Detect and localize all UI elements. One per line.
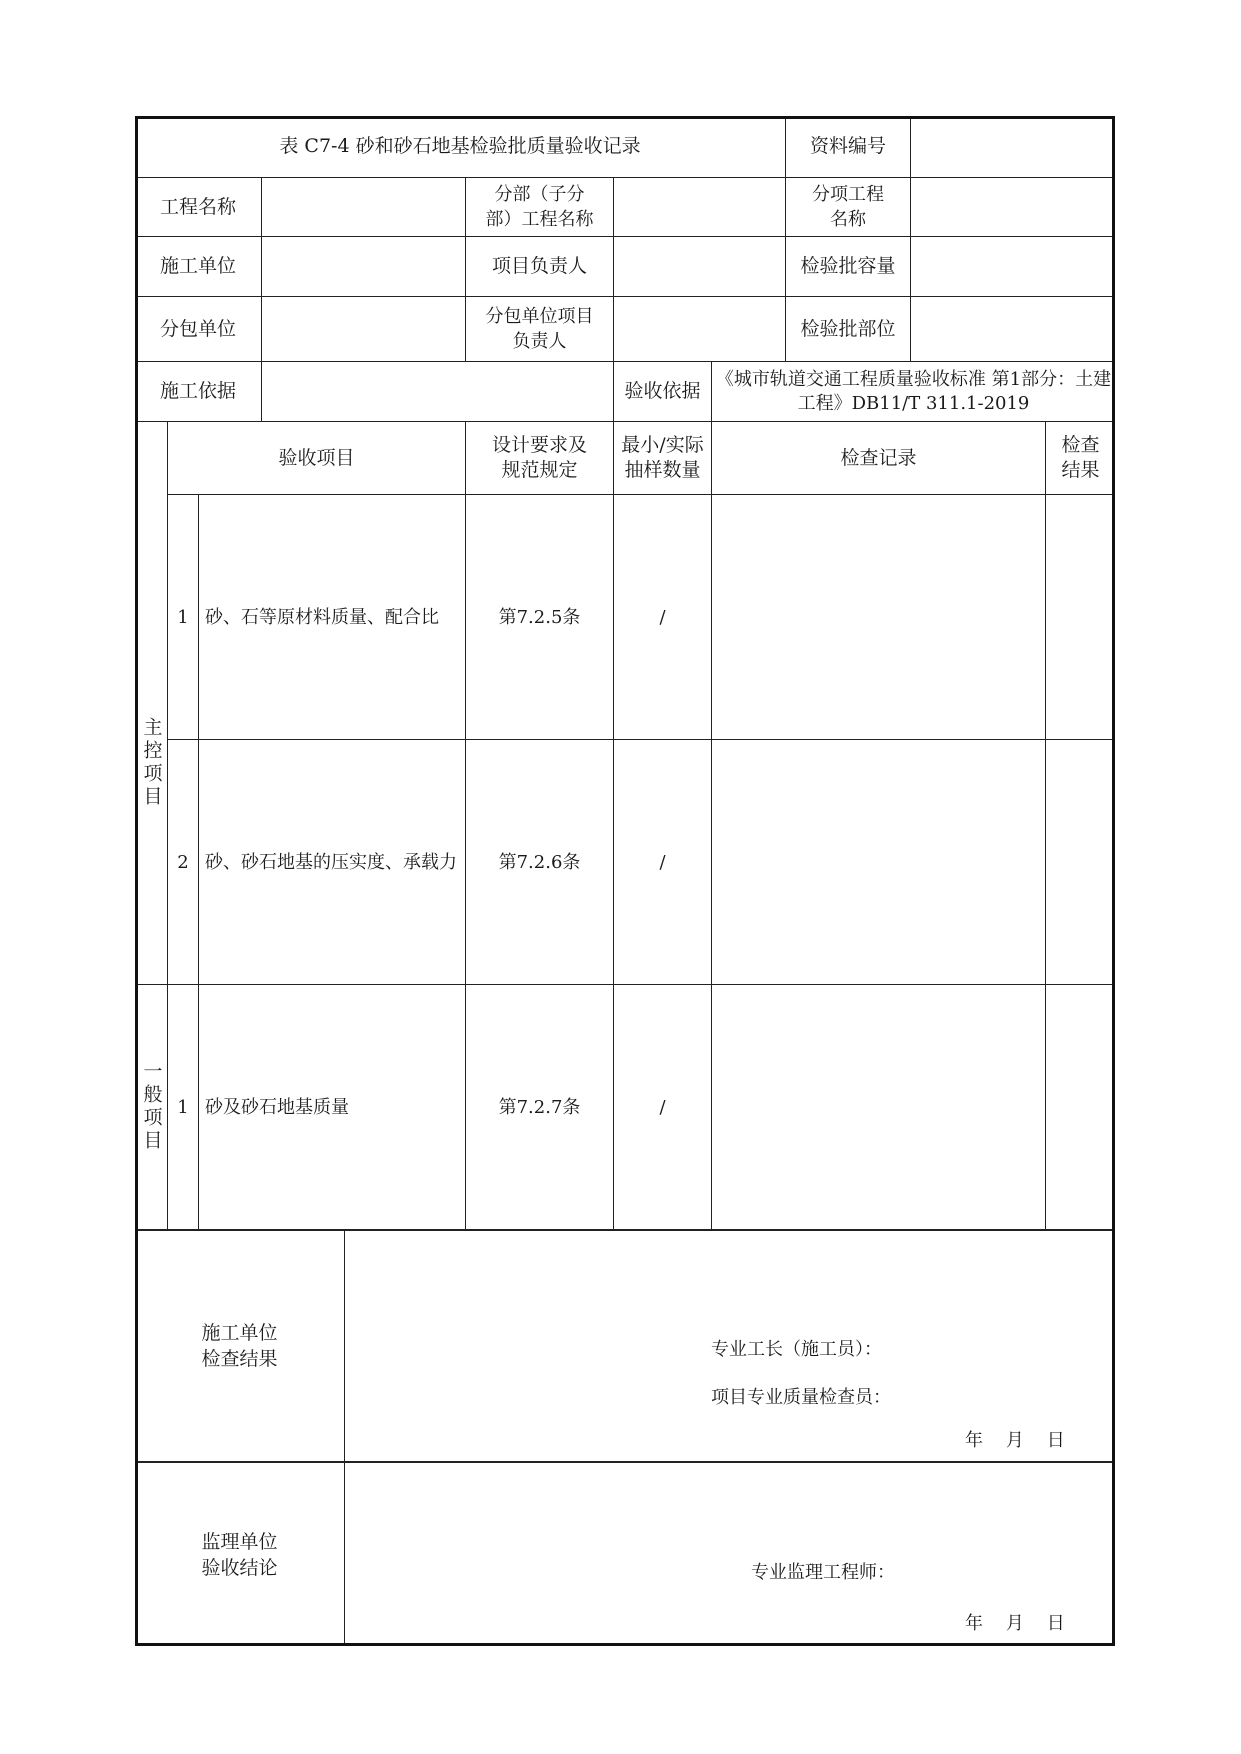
supervising-engineer-signature-label: 专业监理工程师： — [751, 1562, 895, 1583]
general-row-1-clause: 第7.2.7条 — [465, 984, 613, 1229]
batch-capacity-field[interactable] — [910, 236, 1115, 296]
batch-location-label: 检验批部位 — [785, 296, 910, 361]
col-header-design — [465, 421, 613, 494]
basis-label: 施工依据 — [135, 361, 261, 421]
main-row-1-result[interactable] — [1045, 494, 1115, 739]
general-label — [135, 984, 167, 1229]
supervisor-check-label — [135, 1461, 344, 1646]
col-header-design-text: 设计要求及规范规定 — [491, 434, 587, 481]
sub-pm-field[interactable] — [613, 296, 785, 361]
sub-project-label-text: 分部（子分部）工程名称 — [485, 184, 594, 230]
pm-label: 项目负责人 — [465, 236, 613, 296]
general-row-1-record[interactable] — [711, 984, 1045, 1229]
subcontractor-label: 分包单位 — [135, 296, 261, 361]
sub-pm-label-text: 分包单位项目负责人 — [485, 306, 594, 352]
acceptance-record-form — [135, 116, 1115, 1646]
general-row-1-result[interactable] — [1045, 984, 1115, 1229]
main-row-2-sample[interactable]: / — [613, 739, 711, 984]
main-row-1-sample[interactable]: / — [613, 494, 711, 739]
main-row-1-record[interactable] — [711, 494, 1045, 739]
project-name-field[interactable] — [261, 177, 465, 236]
contractor-check-label — [135, 1229, 344, 1461]
main-row-2-no: 2 — [167, 739, 198, 984]
pm-field[interactable] — [613, 236, 785, 296]
acceptance-basis-value: 《城市轨道交通工程质量验收标准 第1部分：土建工程》DB11/T 311.1-2019 — [711, 361, 1115, 421]
contractor-label: 施工单位 — [135, 236, 261, 296]
col-header-record: 检查记录 — [711, 421, 1045, 494]
sub-pm-label — [465, 296, 613, 361]
foreman-signature-label: 专业工长（施工员）： — [711, 1339, 882, 1360]
col-header-item: 验收项目 — [167, 421, 465, 494]
col-header-result-text: 检查结果 — [1061, 434, 1100, 481]
main-row-1-item: 砂、石等原材料质量、配合比 — [198, 494, 465, 739]
main-row-2-result[interactable] — [1045, 739, 1115, 984]
main-row-1-no: 1 — [167, 494, 198, 739]
main-row-1-clause: 第7.2.5条 — [465, 494, 613, 739]
contractor-field[interactable] — [261, 236, 465, 296]
main-row-2-item: 砂、砂石地基的压实度、承载力 — [198, 739, 465, 984]
main-control-label-text: 主控项目 — [140, 716, 163, 809]
supervisor-date[interactable]: 年 月 日 — [965, 1613, 1065, 1634]
sub-project-field[interactable] — [613, 177, 785, 236]
col-header-sample-text: 最小/实际抽样数量 — [621, 434, 704, 481]
doc-no-label: 资料编号 — [785, 116, 910, 177]
form-title: 表 C7-4 砂和砂石地基检验批质量验收记录 — [279, 135, 641, 157]
general-row-1-no: 1 — [167, 984, 198, 1229]
contractor-date[interactable]: 年 月 日 — [965, 1430, 1065, 1451]
col-header-sample — [613, 421, 711, 494]
item-project-label — [785, 177, 910, 236]
general-row-1-item: 砂及砂石地基质量 — [198, 984, 465, 1229]
doc-no-field[interactable] — [910, 116, 1115, 177]
contractor-check-label-text: 施工单位检查结果 — [201, 1322, 278, 1370]
main-row-2-record[interactable] — [711, 739, 1045, 984]
col-header-result — [1045, 421, 1115, 494]
quality-inspector-signature-label: 项目专业质量检查员： — [711, 1387, 891, 1408]
basis-field[interactable] — [261, 361, 613, 421]
general-row-1-sample[interactable]: / — [613, 984, 711, 1229]
supervisor-check-label-text: 监理单位验收结论 — [201, 1530, 278, 1579]
sub-project-label — [465, 177, 613, 236]
subcontractor-field[interactable] — [261, 296, 465, 361]
batch-location-field[interactable] — [910, 296, 1115, 361]
batch-capacity-label: 检验批容量 — [785, 236, 910, 296]
general-label-text: 一般项目 — [140, 1061, 163, 1153]
item-project-label-text: 分项工程名称 — [812, 184, 884, 230]
project-name-label: 工程名称 — [135, 177, 261, 236]
acceptance-basis-label: 验收依据 — [613, 361, 711, 421]
main-row-2-clause: 第7.2.6条 — [465, 739, 613, 984]
item-project-field[interactable] — [910, 177, 1115, 236]
